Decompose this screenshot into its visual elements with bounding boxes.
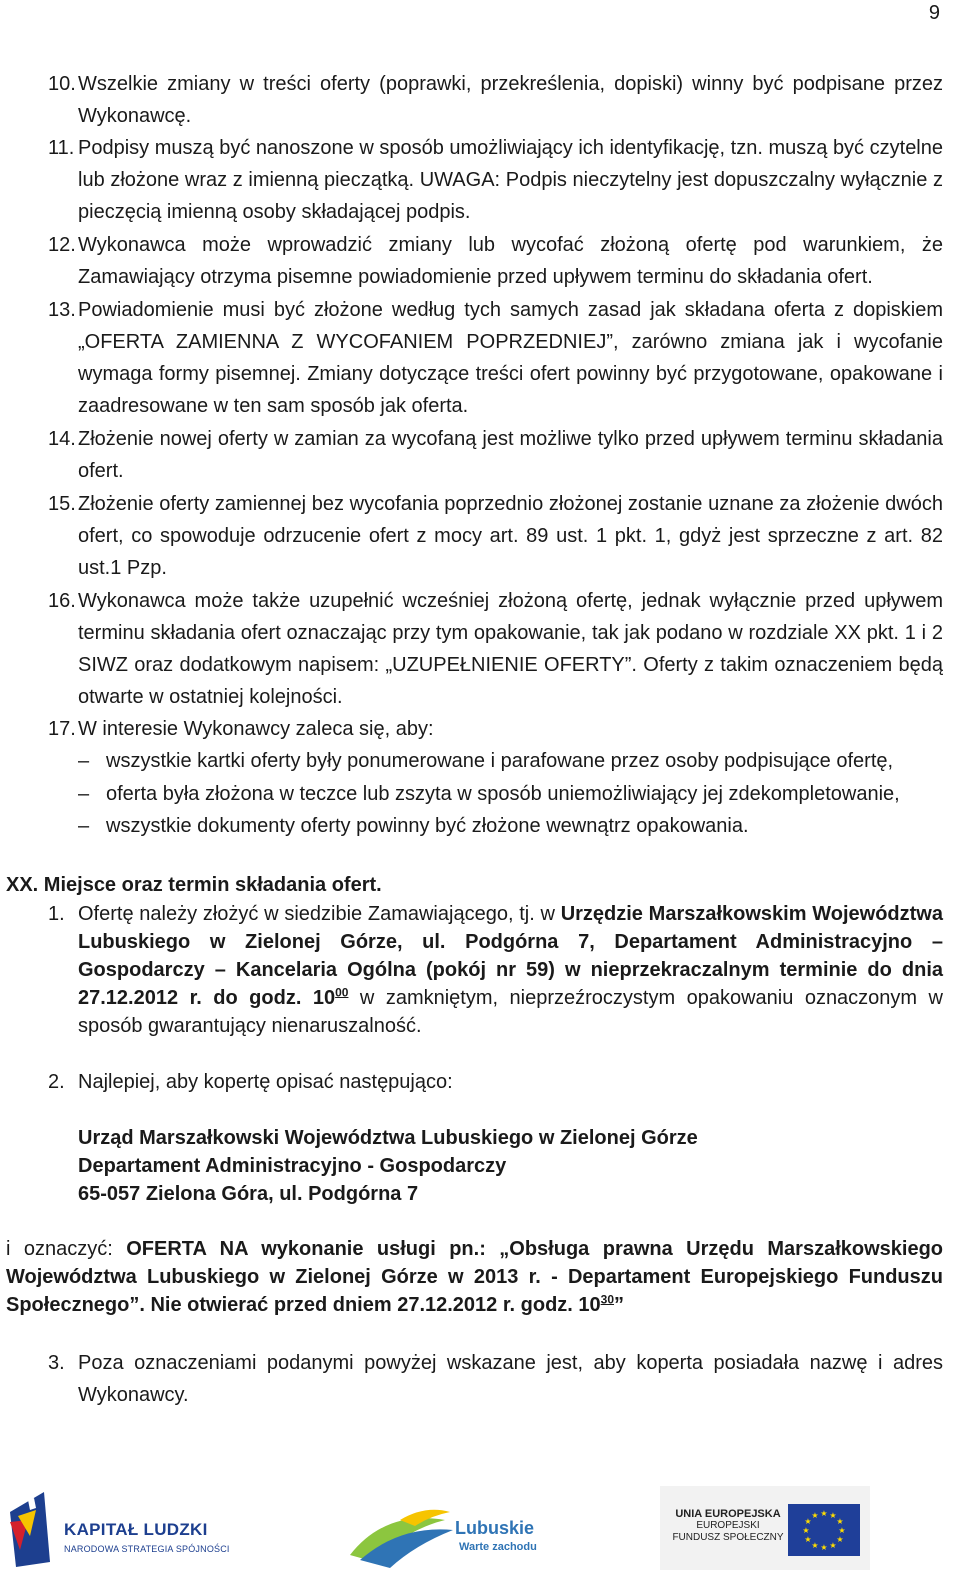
dash-text: wszystkie kartki oferty były ponumerowane i parafowane przez osoby podpisujące ofertę, bbox=[106, 750, 894, 772]
point-number: 1. bbox=[48, 903, 65, 925]
list-item-13 bbox=[48, 294, 943, 422]
lubuskie-logo bbox=[345, 1500, 555, 1570]
point-text-bold: Urzędzie Marszałkowskim Województwa Lubuskiego w Zielonej Górze, ul. Podgórna 7, Departament Administracyjno – Gospodarczy – Kancelaria Ogólna (pokój nr 59) w nieprzekraczalnym terminie do dnia 27.12.2012 r. do godz. 10 bbox=[78, 903, 943, 1009]
point-3 bbox=[48, 1347, 943, 1411]
point-text: Najlepiej, aby kopertę opisać następująco: bbox=[78, 1071, 453, 1093]
eu-text-block bbox=[668, 1508, 788, 1544]
point-number: 3. bbox=[48, 1352, 65, 1374]
kl-emblem-icon bbox=[6, 1492, 56, 1567]
list-number: 11. bbox=[48, 137, 75, 159]
dash-text: oferta była złożona w teczce lub zszyta w sposób uniemożliwiający jej zdekompletowanie, bbox=[106, 783, 900, 805]
marking-instruction bbox=[6, 1235, 943, 1319]
list-number: 10. bbox=[48, 73, 76, 95]
kapital-ludzki-logo bbox=[6, 1490, 236, 1570]
list-number: 16. bbox=[48, 590, 76, 612]
lubuskie-swoosh-icon bbox=[345, 1500, 455, 1570]
point-2 bbox=[48, 1066, 943, 1098]
svg-text:★: ★ bbox=[811, 1511, 819, 1520]
list-number: 17. bbox=[48, 718, 76, 740]
svg-text:★: ★ bbox=[820, 1543, 828, 1552]
svg-text:★: ★ bbox=[836, 1535, 844, 1544]
lubuskie-subtitle: Warte zachodu bbox=[459, 1541, 537, 1553]
svg-text:★: ★ bbox=[838, 1526, 846, 1535]
svg-text:★: ★ bbox=[829, 1511, 837, 1520]
lubuskie-title: Lubuskie bbox=[455, 1518, 535, 1538]
point-text-plain: Ofertę należy złożyć w siedzibie Zamawiającego, tj. w bbox=[78, 903, 561, 925]
list-item-11 bbox=[48, 132, 943, 228]
list-text: Podpisy muszą być nanoszone w sposób umożliwiający ich identyfikację, tzn. muszą być czytelne lub złożone wraz z imienną pieczątką. UWAGA: Podpis nieczytelny jest dopuszczalny wyłącznie z pieczęcią imienną osoby składającej podpis. bbox=[78, 137, 943, 223]
list-item-10 bbox=[48, 68, 943, 132]
point-text-plain: w zamkniętym, nieprzeźroczystym opakowaniu oznaczonym w sposób gwarantujący nienaruszalność. bbox=[78, 987, 944, 1037]
list-text: Złożenie oferty zamiennej bez wycofania poprzednio złożonej zostanie uznane za złożenie dwóch ofert, co spowoduje odrzucenie ofert z mocy art. 89 ust. 1 pkt. 1, gdyż jest sprzeczne z art. 82 ust.1 Pzp. bbox=[78, 493, 943, 579]
point-text: Poza oznaczeniami podanymi powyżej wskazane jest, aby koperta posiadała nazwę i adres Wykonawcy. bbox=[78, 1352, 943, 1406]
eu-flag-icon bbox=[788, 1504, 860, 1556]
eu-line-3: FUNDUSZ SPOŁECZNY bbox=[672, 1532, 784, 1543]
list-number: 13. bbox=[48, 299, 76, 321]
list-text: W interesie Wykonawcy zaleca się, aby: bbox=[78, 718, 434, 740]
address-block bbox=[78, 1124, 698, 1208]
list-text: Wykonawca może także uzupełnić wcześniej złożoną ofertę, jednak wyłącznie przed upływem terminu składania ofert oznaczając przy tym opakowanie, tak jak podano w rozdziale XX pkt. 1 i 2 SIWZ oraz dodatkowym napisem: „UZUPEŁNIENIE OFERTY”. Oferty z takim oznaczeniem będą otwarte w ostatniej kolejności. bbox=[78, 590, 943, 708]
svg-text:★: ★ bbox=[836, 1517, 844, 1526]
eu-line-1: UNIA EUROPEJSKA bbox=[675, 1508, 781, 1520]
dash-marker: – bbox=[78, 783, 90, 805]
dash-marker: – bbox=[78, 815, 90, 837]
eu-logo bbox=[660, 1486, 870, 1570]
list-text: Powiadomienie musi być złożone według tych samych zasad jak składana oferta z dopiskiem „OFERTA ZAMIENNA Z WYCOFANIEM POPRZEDNIEJ”, zarówno zmiana jak i wycofanie wymaga formy pisemnej. Zmiany dotyczące treści ofert powinny być przygotowane, opakowane i zaadresowane w ten sam sposób jak oferta. bbox=[78, 299, 943, 417]
svg-text:★: ★ bbox=[804, 1535, 812, 1544]
list-number: 12. bbox=[48, 234, 76, 256]
section-heading: XX. Miejsce oraz termin składania ofert. bbox=[6, 874, 382, 896]
marking-text-plain: i oznaczyć: bbox=[6, 1238, 127, 1260]
svg-text:★: ★ bbox=[820, 1509, 828, 1518]
time-superscript: 00 bbox=[335, 985, 349, 1000]
address-line: Departament Administracyjno - Gospodarczy bbox=[78, 1155, 507, 1177]
list-item-14 bbox=[48, 423, 943, 487]
address-line: Urząd Marszałkowski Województwa Lubuskiego w Zielonej Górze bbox=[78, 1127, 698, 1149]
marking-text-bold: ” bbox=[614, 1294, 625, 1316]
point-1 bbox=[48, 900, 943, 1040]
svg-text:★: ★ bbox=[829, 1541, 837, 1550]
list-text: Złożenie nowej oferty w zamian za wycofaną jest możliwe tylko przed upływem terminu składania ofert. bbox=[78, 428, 943, 482]
point-number: 2. bbox=[48, 1071, 65, 1093]
point-text bbox=[78, 900, 943, 1040]
list-item-17 bbox=[48, 713, 943, 745]
dash-marker: – bbox=[78, 750, 90, 772]
kl-subtitle: NARODOWA STRATEGIA SPÓJNOŚCI bbox=[64, 1544, 230, 1554]
svg-text:★: ★ bbox=[811, 1541, 819, 1550]
list-text: Wykonawca może wprowadzić zmiany lub wycofać złożoną ofertę pod warunkiem, że Zamawiający otrzyma pisemne powiadomienie przed upływem terminu do składania ofert. bbox=[78, 234, 943, 288]
list-item-16 bbox=[48, 585, 943, 713]
list-item-12 bbox=[48, 229, 943, 293]
kl-title: KAPITAŁ LUDZKI bbox=[64, 1520, 208, 1539]
list-number: 14. bbox=[48, 428, 76, 450]
address-line: 65-057 Zielona Góra, ul. Podgórna 7 bbox=[78, 1183, 419, 1205]
time-superscript: 30 bbox=[600, 1292, 615, 1307]
svg-text:★: ★ bbox=[804, 1517, 812, 1526]
eu-line-2: EUROPEJSKI bbox=[696, 1520, 760, 1531]
list-item-15 bbox=[48, 488, 943, 584]
list-number: 15. bbox=[48, 493, 76, 515]
marking-text-bold: OFERTA NA wykonanie usługi pn.: „Obsługa prawna Urzędu Marszałkowskiego Województwa Lubuskiego w Zielonej Górze w 2013 r. - Departament Europejskiego Funduszu Społecznego”. Nie otwierać przed dniem 27.12.2012 r. godz. 10 bbox=[6, 1238, 944, 1316]
list-text: Wszelkie zmiany w treści oferty (poprawki, przekreślenia, dopiski) winny być podpisane przez Wykonawcę. bbox=[78, 73, 943, 127]
footer-logos bbox=[0, 1480, 960, 1590]
dash-text: wszystkie dokumenty oferty powinny być złożone wewnątrz opakowania. bbox=[106, 815, 749, 837]
svg-text:★: ★ bbox=[802, 1526, 810, 1535]
page-number: 9 bbox=[928, 2, 940, 24]
